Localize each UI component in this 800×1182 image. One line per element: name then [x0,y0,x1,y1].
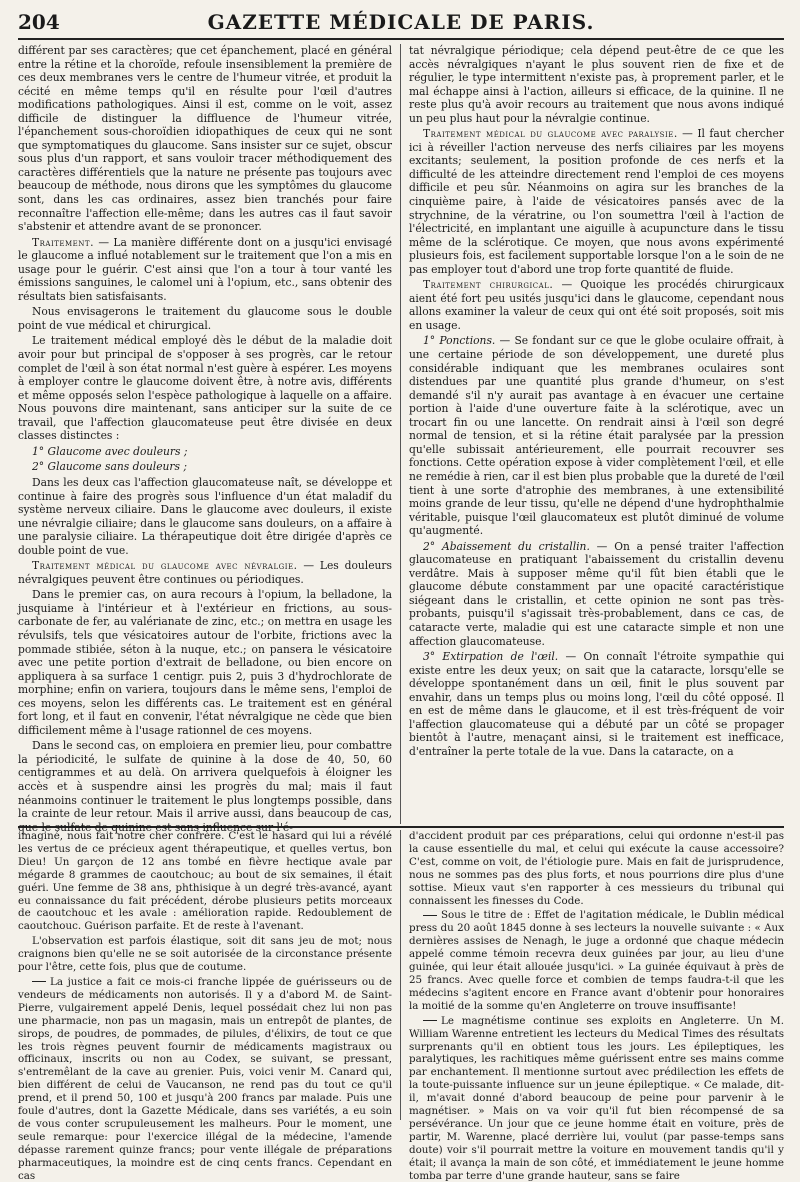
dash-rule [423,1020,437,1021]
paragraph: Traitement médical du glaucome avec paralysie. — Il faut chercher ici à réveiller l'action nerveuse des nerfs ciliaires par les moyens excitants; seulement, la position profonde de ces nerfs et la difficulté de les atteindre directement rend l'emploi de ces moyens difficile et peu sûr. Néanmoins on agira sur les branches de la cinquième paire, à l'aide de vésicatoires pansés avec de la strychnine, de la vératrine, ou l'on soumettra l'œil à l'action de l'électricité, en implantant une aiguille à acupuncture dans le tissu même de la sclérotique. Ce moyen, que nous avons expérimenté plusieurs fois, est facilement supportable lorsque l'on a le soin de ne pas employer tout d'abord une trop forte quantité de fluide. [409,127,784,276]
list-item: 2° Glaucome sans douleurs ; [32,460,188,474]
section-heading: Traitement médical du glaucome avec névralgie. [32,559,298,573]
section-heading: Traitement. [32,235,94,249]
paragraph: L'observation est parfois élastique, soit dit sans jeu de mot; nous craignons bien qu'elle ne se soit autorisée de la circonstance présente pour l'être, cette fois, plus que de coutume. [18,935,392,974]
paragraph-text: Se fondant sur ce que le globe oculaire offrait, à une certaine période de son développement, une dureté plus considérable indiquant que les membranes oculaires sont distendues par une quantité plus grande d'humeur, on s'est demandé s'il n'y aurait pas avantage à en évacuer une certaine portion à l'aide d'une ouverture faite à la sclérotique, avec un trocart fin ou une lancette. On rendrait ainsi à l'œil son degré normal de tension, et si la rétine était paralysée par la pression qu'elle subissait antérieurement, elle pourrait recouvrer ses fonctions. Cette opération expose à vider complètement l'œil, et elle ne remédie à rien, car il est bien plus probable que la dureté de l'œil tient à une sorte d'atrophie des membranes, à une extensibilité moins grande de leur tissu, qu'elle ne dépend d'une hydrophthalmie véritable, puisque l'œil glaucomateux est plutôt diminué de volume qu'augmenté. [409,334,784,538]
dash-rule [32,981,46,982]
lower-left-column [18,830,401,1182]
paragraph-text: On connaît l'étroite sympathie qui existe entre les deux yeux; on sait que la cataracte, lorsqu'elle se développe spontanément dans un œil, finit le plus souvent par envahir, dans un temps plus ou moins long, l'œil du côté opposé. Il en est de même dans le glaucome, et il est très-fréquent de voir l'affection glaucomateuse qui a débuté par un côté se propager bientôt à l'autre, menaçant ainsi, si le traitement est inefficace, d'entraîner la perte totale de la vue. Dans la cataracte, on a [409,650,784,758]
paragraph-text: Le magnétisme continue ses exploits en Angleterre. Un M. William Warenne entretient les lecteurs du Medical Times des résultats surprenants qu'il en obtient tous les jours. Les épileptiques, les paralytiques, les rachitiques même guérissent entre ses mains comme par enchantement. Il mentionne surtout avec prédilection les effets de la toute-puissante influence sur un jeune épileptique. « Ce malade, dit-il, m'avait donné d'abord beaucoup de peine pour parvenir à le magnétiser. » Mais on va voir qu'il fut bien récompensé de sa persévérance. Un jour que ce jeune homme était en voiture, près de partir, M. Warenne, placé derrière lui, voulut (par passe-temps sans doute) voir s'il pourrait mettre la voiture en mouvement tandis qu'il y était; il avança la main de son côté, et immédiatement le jeune homme tomba par terre d'une grande hauteur, sans se faire [409,1014,784,1182]
paragraph: Traitement chirurgical. — Quoique les procédés chirurgicaux aient été fort peu usités jusqu'ici dans le glaucome, cependant nous allons examiner la valeur de ceux qui ont été soit proposés, soit mis en usage. [409,278,785,332]
paragraph: 1° Ponctions. — Se fondant sur ce que le globe oculaire offrait, à une certaine période de son développement, une dureté plus considérable indiquant que les membranes oculaires sont distendues par une quantité plus grande d'humeur, on s'est demandé s'il n'y aurait pas avantage à en évacuer une certaine portion à l'aide d'une ouverture faite à la sclérotique, avec un trocart fin ou une lancette. On rendrait ainsi à l'œil son degré normal de tension, et si la rétine était paralysée par la pression qu'elle subissait antérieurement, elle pourrait recouvrer ses fonctions. Cette opération expose à vider complètement l'œil, et elle ne remédie à rien, car il est bien plus probable que la dureté de l'œil tient à une sorte d'atrophie des membranes, à une extensibilité moins grande de leur tissu, qu'elle ne dépend d'une hydrophthalmie véritable, puisque l'œil glaucomateux est plutôt diminué de volume qu'augmenté. [409,334,784,538]
paragraph: Traitement médical du glaucome avec névralgie. — Les douleurs névralgiques peuvent être continues ou périodiques. [18,559,392,586]
paragraph-text: Il faut chercher ici à réveiller l'action nerveuse des nerfs ciliaires par les moyens excitants; seulement, la position profonde de ces nerfs et la difficulté de les atteindre directement rend l'emploi de ces moyens difficile et peu sûr. Néanmoins on agira sur les branches de la cinquième paire, à l'aide de vésicatoires pansés avec de la strychnine, de la vératrine, ou l'on soumettra l'œil à l'action de l'électricité, en implantant une aiguille à acupuncture dans le tissu même de la sclérotique. Ce moyen, que nous avons expérimenté plusieurs fois, est facilement supportable lorsque l'on a le soin de ne pas employer tout d'abord une trop forte quantité de fluide. [409,127,784,276]
paragraph-text: Quoique les procédés chirurgicaux aient été fort peu usités jusqu'ici dans le glaucome, cependant nous allons examiner la valeur de ceux qui ont été soit proposés, soit mis en usage. [409,278,785,332]
subsection-heading: 1° Ponctions. [423,334,496,348]
article-body [18,44,785,834]
feuilleton [18,830,784,1182]
paragraph-text: Sous le titre de : Effet de l'agitation médicale, le Dublin médical press du 20 août 1845 donne à ses lecteurs la nouvelle suivante : « Aux dernières assises de Nenagh, le juge a ordonné que chaque médecin appelé comme témoin recevra deux guinées par jour, au lieu d'une guinée, qui leur était allouée jusqu'ici. » La guinée équivaut à près de 25 francs. Avec quelle force et combien de temps faudra-t-il que les médecins s'agitent encore en France avant d'obtenir pour honoraires la moitié de la somme qu'en Angleterre on trouve insuffisante! [409,909,784,1012]
paragraph: Dans le second cas, on emploiera en premier lieu, pour combattre la périodicité, le sulfate de quinine à la dose de 40, 50, 60 centigrammes et au delà. On arrivera quelquefois à éloigner les accès et à suspendre ainsi les progrès du mal; mais il faut néanmoins continuer le traitement le plus longtemps possible, dans la crainte de leur retour. Mais il arrive aussi, dans beaucoup de cas, que le sulfate de quinine est sans influence sur l'é- [18,739,392,834]
paragraph-text: Les douleurs névralgiques peuvent être continues ou périodiques. [18,559,392,586]
paragraph [409,909,784,1012]
paragraph-text: La justice a fait ce mois-ci franche lippée de guérisseurs ou de vendeurs de médicaments non autorisés. Il y a d'abord M. de Saint-Pierre, vulgairement appelé Denis, lequel possédait chez lui non pas une pharmacie, non pas un magasin, mais un entrepôt de plantes, de sirops, de poudres, de pommades, de pilules, d'élixirs, de tout ce que les trois règnes peuvent fournir de médicaments magistraux ou officinaux, inscrits ou non au Codex, se suivant, se pressant, s'entremêlant de la cave au grenier. Puis, voici venir M. Canard qui, bien différent de celui de Vaucanson, ne rend pas du tout ce qu'il prend, et il prend 50, 100 et jusqu'à 200 francs par malade. Puis une foule d'autres, dont la Gazette Médicale, dans ses variétés, a eu soin de vous conter scrupuleusement les malheurs. Pour le moment, une seule remarque: pour l'exercice illégal de la médecine, l'amende dépasse rarement quinze francs; pour vente illégale de préparations pharmaceutiques, la moindre est de cinq cents francs. Cependant en cas [18,975,392,1182]
paragraph-text: On a pensé traiter l'affection glaucomateuse en pratiquant l'abaissement du cristallin devenu verdâtre. Mais à supposer même qu'il fût bien établi que le glaucome débute constamment par une opacité caractéristique siégeant dans le cristallin, et cette opinion ne sont pas très-probants, puisqu'il s'agissait très-probablement, dans ce cas, de cataracte verte, maladie qui est une cataracte simple et non une affection glaucomateuse. [409,539,784,648]
paragraph: d'accident produit par ces préparations, celui qui ordonne n'est-il pas la cause essentielle du mal, et celui qui exécute la cause accessoire? C'est, comme on voit, de l'étiologie pure. Mais en fait de jurisprudence, nous ne sommes pas des plus forts, et nous pourrions dire plus d'une sottise. Mieux vaut s'en rapporter à ces messieurs du tribunal qui connaissent les finesses du Code. [409,830,784,907]
paragraph: Traitement. — La manière différente dont on a jusqu'ici envisagé le glaucome a influé notablement sur le traitement que l'on a mis en usage pour le guérir. C'est ainsi que l'on a tour à tour vanté les émissions sanguines, le calomel uni à l'opium, etc., sans obtenir des résultats bien satisfaisants. [18,235,392,303]
subsection-heading: 2° Abaissement du cristallin. [423,539,590,553]
dash-rule [423,915,437,916]
paragraph: Le traitement médical employé dès le début de la maladie doit avoir pour but principal de s'opposer à ses progrès, car le retour complet de l'œil à son état normal n'est guère à espérer. Les moyens à employer contre le glaucome doivent être, à notre avis, différents et même opposés selon l'espèce pathologique à laquelle on a affaire. Nous pouvons dire maintenant, sans anticiper sur la suite de ce travail, que l'affection glaucomateuse peut être divisée en deux classes distinctes : [18,334,392,443]
page-header [18,10,784,40]
section-heading: Traitement médical du glaucome avec paralysie. [423,127,678,141]
paragraph: Dans les deux cas l'affection glaucomateuse naît, se développe et continue à faire des progrès sous l'influence d'un état maladif du système nerveux ciliaire. Dans le glaucome avec douleurs, il existe une névralgie ciliaire; dans le glaucome sans douleurs, on a affaire à une paralysie ciliaire. La thérapeutique doit être dirigée d'après ce double point de vue. [18,475,392,557]
paragraph: 3° Extirpation de l'œil. — On connaît l'étroite sympathie qui existe entre les deux yeux; on sait que la cataracte, lorsqu'elle se développe spontanément dans un œil, finit le plus souvent par envahir, dans un temps plus ou moins long, l'œil du côté opposé. Il en est de même dans le glaucome, et il est très-fréquent de voir l'affection glaucomateuse qui a débuté par un côté se propager bientôt à l'autre, menaçant ainsi, si le traitement est inefficace, d'entraîner la perte totale de la vue. Dans la cataracte, on a [409,650,784,758]
section-heading: Traitement chirurgical. [423,278,554,292]
paragraph: imaginé, nous fait notre cher confrère. C'est le hasard qui lui a révélé les vertus de ce précieux agent thérapeutique, et quelles vertus, bon Dieu! Un garçon de 12 ans tombé en fièvre hectique avale par mégarde 8 grammes de caoutchouc; au bout de six semaines, il était guéri. Une femme de 38 ans, phthisique à un degré très-avancé, ayant eu connaissance du fait précédent, dérobe plusieurs petits morceaux de caoutchouc et les avale : amélioration rapide. Redoublement de caoutchouc. Guérison parfaite. Et de reste à l'avenant. [18,830,392,933]
paragraph: 2° Abaissement du cristallin. — On a pensé traiter l'affection glaucomateuse en pratiquant l'abaissement du cristallin devenu verdâtre. Mais à supposer même qu'il fût bien établi que le glaucome débute constamment par une opacité caractéristique siégeant dans le cristallin, et cette opinion ne sont pas très-probants, puisqu'il s'agissait très-probablement, dans ce cas, de cataracte verte, maladie qui est une cataracte simple et non une affection glaucomateuse. [409,539,784,648]
subsection-heading: 3° Extirpation de l'œil. [423,650,559,664]
paragraph-text: La manière différente dont on a jusqu'ici envisagé le glaucome a influé notablement sur le traitement que l'on a mis en usage pour le guérir. C'est ainsi que l'on a tour à tour vanté les émissions sanguines, le calomel uni à l'opium, etc., sans obtenir des résultats bien satisfaisants. [18,235,392,303]
paragraph [409,1015,784,1182]
list-item: 1° Glaucome avec douleurs ; [32,444,188,458]
upper-left-column [18,44,401,834]
paragraph [18,976,392,1182]
upper-right-column [401,44,784,824]
paragraph: tat névralgique périodique; cela dépend peut-être de ce que les accès névralgiques n'ayant le plus souvent rien de fixe et de régulier, le type intermittent n'existe pas, à proprement parler, et le mal échappe ainsi à l'action, ailleurs si efficace, de la quinine. Il ne reste plus qu'à avoir recours au traitement que nous avons indiqué un peu plus haut pour la névralgie continue. [409,44,784,125]
journal-title: GAZETTE MÉDICALE DE PARIS. [207,10,595,34]
paragraph: différent par ses caractères; que cet épanchement, placé en général entre la rétine et la choroïde, refoule insensiblement la première de ces deux membranes vers le centre de l'humeur vitrée, et produit la cécité en même temps qu'il en résulte pour l'œil d'autres modifications pathologiques. Ainsi il est, comme on le voit, assez difficile de distinguer la diffluence de l'humeur vitrée, l'épanchement sous-choroïdien idiopathiques de ceux qui ne sont que symptomatiques du glaucome. Sans insister sur ce sujet, obscur sous plus d'un rapport, et sans vouloir tracer méthodiquement des caractères différentiels que la nature ne présente pas toujours avec beaucoup de méthode, nous dirons que les symptômes du glaucome sont, dans les cas ordinaires, assez bien tranchés pour faire reconnaître l'affection elle-même; dans les autres cas il faut savoir s'abstenir et attendre avant de se prononcer. [18,44,392,234]
lower-right-column [401,830,784,1182]
paragraph: Nous envisagerons le traitement du glaucome sous le double point de vue médical et chirurgical. [18,305,392,332]
page-number: 204 [18,10,60,34]
paragraph: Dans le premier cas, on aura recours à l'opium, la belladone, la jusquiame à l'intérieur et à l'extérieur en frictions, au sous-carbonate de fer, au valérianate de zinc, etc.; on mettra en usage les révulsifs, tels que vésicatoires autour de l'orbite, frictions avec la pommade stibiée, séton à la nuque, etc.; on pansera le vésicatoire avec une petite portion d'extrait de belladone, ou bien encore on appliquera à sa surface 1 centigr. puis 2, puis 3 d'hydrochlorate de morphine; enfin on variera, toujours dans le même sens, l'emploi de ces moyens, selon les différents cas. Le traitement est en général fort long, et il faut en convenir, l'état névralgique ne cède que bien difficilement même à l'usage rationnel de ces moyens. [18,588,392,737]
